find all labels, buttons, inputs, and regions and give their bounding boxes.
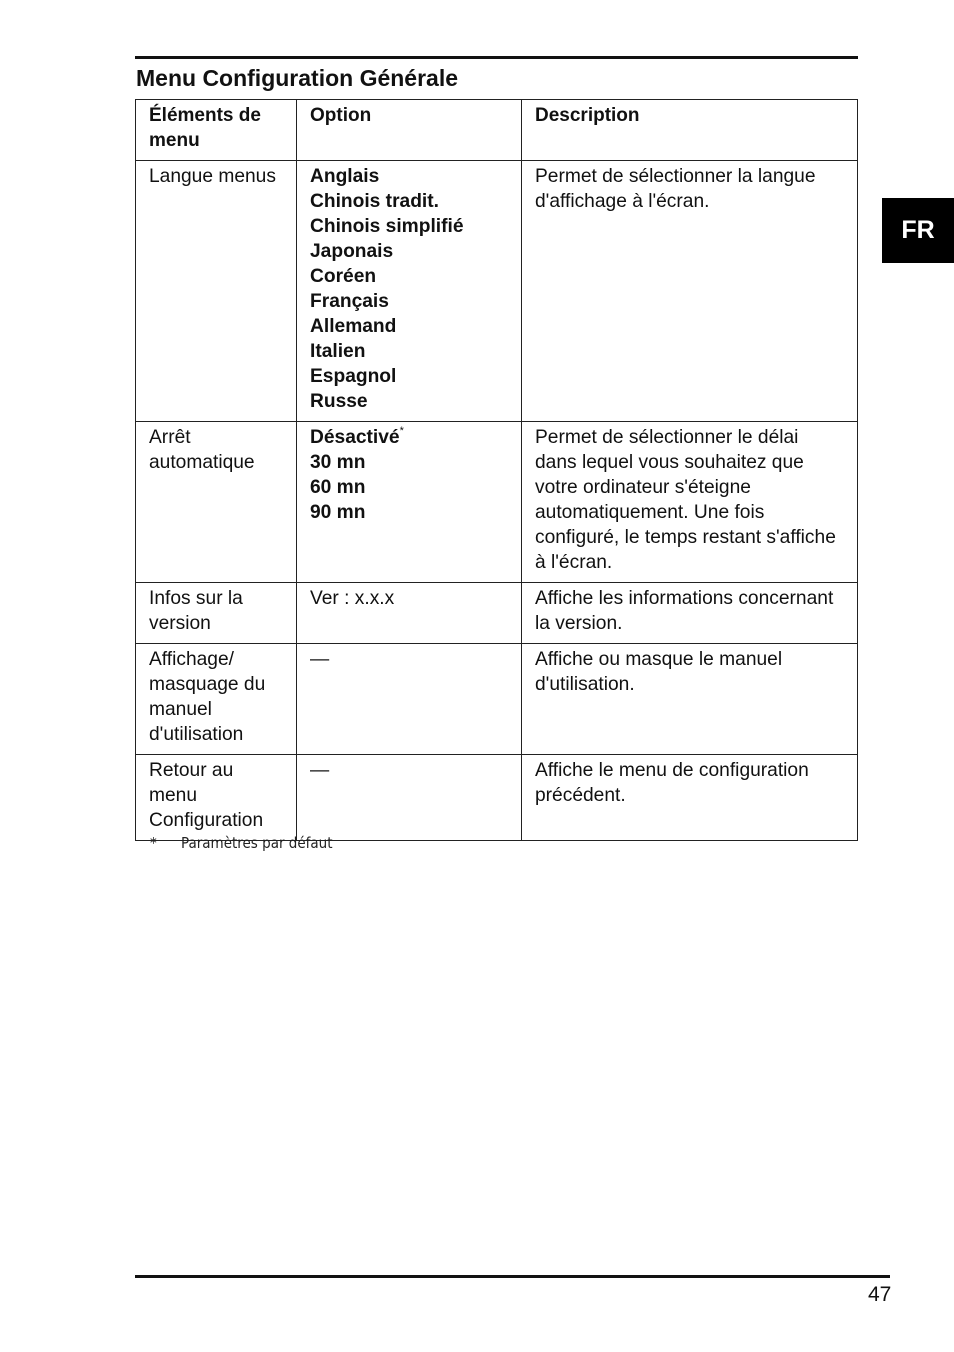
table-row <box>136 422 858 583</box>
option-text: — <box>310 760 330 781</box>
description-cell: Affiche ou masque le manuel d'utilisation. <box>522 644 858 755</box>
table-row <box>136 755 858 841</box>
language-tab: FR <box>882 198 954 263</box>
bottom-rule <box>135 1275 890 1278</box>
option-value <box>310 164 508 189</box>
option-value <box>310 314 508 339</box>
table-body <box>136 161 858 841</box>
page-number: 47 <box>868 1283 892 1306</box>
option-value <box>310 500 508 525</box>
table-row <box>136 583 858 644</box>
footnote <box>150 833 333 853</box>
option-value <box>310 758 508 783</box>
header-option: Option <box>297 100 522 161</box>
option-cell <box>297 644 522 755</box>
option-cell <box>297 755 522 841</box>
option-cell <box>297 161 522 422</box>
option-text: Chinois tradit. <box>310 191 439 212</box>
option-text: Désactivé <box>310 427 400 448</box>
menu-item-cell: Arrêt automatique <box>136 422 297 583</box>
table-row <box>136 644 858 755</box>
table-header-row <box>136 100 858 161</box>
footnote-text: Paramètres par défaut <box>181 834 333 852</box>
header-description: Description <box>522 100 858 161</box>
option-text: Italien <box>310 341 366 362</box>
option-value <box>310 364 508 389</box>
option-cell <box>297 583 522 644</box>
description-cell: Permet de sélectionner la langue d'affichage à l'écran. <box>522 161 858 422</box>
table-row <box>136 161 858 422</box>
description-cell: Affiche le menu de configuration précédent. <box>522 755 858 841</box>
option-text: 90 mn <box>310 502 366 523</box>
description-cell: Permet de sélectionner le délai dans lequel vous souhaitez que votre ordinateur s'éteigne automatiquement. Une fois configuré, le temps restant s'affiche à l'écran. <box>522 422 858 583</box>
menu-item-cell: Retour au menu Configuration <box>136 755 297 841</box>
option-text: 30 mn <box>310 452 366 473</box>
option-text: Japonais <box>310 241 394 262</box>
option-value <box>310 389 508 414</box>
option-value <box>310 239 508 264</box>
option-text: Français <box>310 291 389 312</box>
footnote-reference: * <box>399 425 404 437</box>
option-text: 60 mn <box>310 477 366 498</box>
section-title: Menu Configuration Générale <box>136 65 459 91</box>
option-text: — <box>310 649 330 670</box>
footnote-mark: * <box>150 834 157 852</box>
option-text: Russe <box>310 391 368 412</box>
option-value <box>310 586 508 611</box>
top-rule <box>135 56 858 59</box>
option-value <box>310 425 508 450</box>
option-value <box>310 475 508 500</box>
option-text: Espagnol <box>310 366 397 387</box>
description-cell: Affiche les informations concernant la version. <box>522 583 858 644</box>
option-value <box>310 339 508 364</box>
option-value <box>310 189 508 214</box>
option-text: Chinois simplifié <box>310 216 464 237</box>
option-text: Allemand <box>310 316 397 337</box>
option-text: Ver : x.x.x <box>310 588 395 609</box>
menu-item-cell: Infos sur la version <box>136 583 297 644</box>
menu-settings-table <box>135 99 858 841</box>
option-value <box>310 647 508 672</box>
option-text: Anglais <box>310 166 380 187</box>
header-menu-items: Éléments de menu <box>136 100 297 161</box>
option-cell <box>297 422 522 583</box>
option-value <box>310 264 508 289</box>
menu-item-cell: Affichage/ masquage du manuel d'utilisation <box>136 644 297 755</box>
menu-item-cell: Langue menus <box>136 161 297 422</box>
option-value <box>310 214 508 239</box>
option-value <box>310 450 508 475</box>
option-text: Coréen <box>310 266 377 287</box>
option-value <box>310 289 508 314</box>
